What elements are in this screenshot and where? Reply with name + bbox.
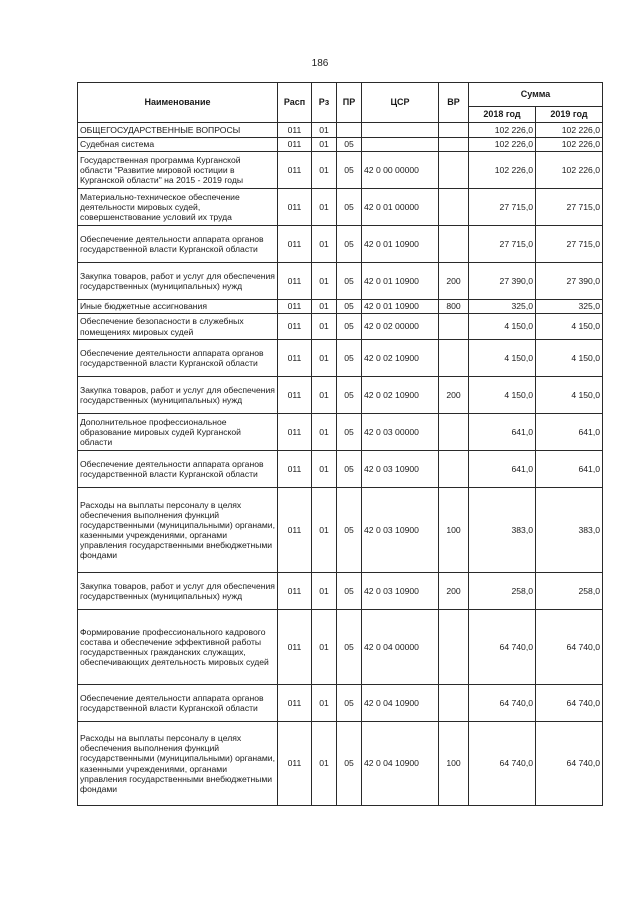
cell-rasp: 011 xyxy=(278,340,312,377)
cell-csr: 42 0 02 10900 xyxy=(362,377,439,414)
header-row xyxy=(78,83,603,107)
table-row xyxy=(78,340,603,377)
cell-name: Расходы на выплаты персоналу в целях обеспечения выполнения функций государственными (муниципальными) органами, казенными учреждениями, органами управления государственными внебюджетными фондами xyxy=(78,488,278,573)
cell-sum-2018: 64 740,0 xyxy=(469,722,536,806)
cell-vr: 200 xyxy=(439,573,469,610)
cell-vr: 200 xyxy=(439,377,469,414)
cell-csr: 42 0 01 10900 xyxy=(362,226,439,263)
cell-sum-2018: 383,0 xyxy=(469,488,536,573)
cell-rz: 01 xyxy=(312,451,337,488)
cell-name: Закупка товаров, работ и услуг для обеспечения государственных (муниципальных) нужд xyxy=(78,573,278,610)
cell-name: Обеспечение деятельности аппарата органов государственной власти Курганской области xyxy=(78,340,278,377)
page-number: 186 xyxy=(311,58,329,69)
header-pr: ПР xyxy=(337,83,362,123)
cell-name: Расходы на выплаты персоналу в целях обеспечения выполнения функций государственными (муниципальными) органами, казенными учреждениями, органами управления государственными внебюджетными фондами xyxy=(78,722,278,806)
cell-sum-2019: 27 715,0 xyxy=(536,189,603,226)
cell-pr: 05 xyxy=(337,300,362,314)
cell-sum-2019: 4 150,0 xyxy=(536,377,603,414)
cell-csr: 42 0 01 10900 xyxy=(362,300,439,314)
cell-vr xyxy=(439,451,469,488)
cell-pr: 05 xyxy=(337,152,362,189)
cell-sum-2018: 258,0 xyxy=(469,573,536,610)
cell-rasp: 011 xyxy=(278,138,312,152)
header-rz: Рз xyxy=(312,83,337,123)
cell-vr: 100 xyxy=(439,722,469,806)
cell-sum-2019: 258,0 xyxy=(536,573,603,610)
cell-csr: 42 0 04 00000 xyxy=(362,610,439,685)
table-row xyxy=(78,138,603,152)
cell-sum-2018: 27 715,0 xyxy=(469,189,536,226)
cell-name: Иные бюджетные ассигнования xyxy=(78,300,278,314)
cell-vr xyxy=(439,414,469,451)
cell-sum-2019: 27 390,0 xyxy=(536,263,603,300)
cell-sum-2018: 641,0 xyxy=(469,414,536,451)
cell-rz: 01 xyxy=(312,300,337,314)
cell-sum-2019: 641,0 xyxy=(536,451,603,488)
cell-rasp: 011 xyxy=(278,314,312,340)
cell-name: Обеспечение безопасности в служебных помещениях мировых судей xyxy=(78,314,278,340)
cell-csr xyxy=(362,138,439,152)
cell-vr xyxy=(439,340,469,377)
cell-rz: 01 xyxy=(312,685,337,722)
cell-csr: 42 0 02 00000 xyxy=(362,314,439,340)
table-row xyxy=(78,573,603,610)
cell-name: Обеспечение деятельности аппарата органов государственной власти Курганской области xyxy=(78,685,278,722)
cell-name: Дополнительное профессиональное образование мировых судей Курганской области xyxy=(78,414,278,451)
cell-sum-2018: 4 150,0 xyxy=(469,377,536,414)
cell-rz: 01 xyxy=(312,573,337,610)
cell-sum-2019: 383,0 xyxy=(536,488,603,573)
cell-rasp: 011 xyxy=(278,300,312,314)
cell-csr: 42 0 00 00000 xyxy=(362,152,439,189)
cell-csr: 42 0 04 10900 xyxy=(362,722,439,806)
cell-rz: 01 xyxy=(312,263,337,300)
cell-rz: 01 xyxy=(312,340,337,377)
cell-sum-2018: 27 390,0 xyxy=(469,263,536,300)
table-row xyxy=(78,263,603,300)
table-row xyxy=(78,377,603,414)
cell-pr: 05 xyxy=(337,377,362,414)
cell-vr xyxy=(439,685,469,722)
cell-csr: 42 0 02 10900 xyxy=(362,340,439,377)
cell-pr xyxy=(337,123,362,138)
table-row xyxy=(78,152,603,189)
cell-rasp: 011 xyxy=(278,722,312,806)
header-year-2019: 2019 год xyxy=(536,107,603,123)
cell-sum-2018: 641,0 xyxy=(469,451,536,488)
cell-sum-2019: 102 226,0 xyxy=(536,138,603,152)
cell-sum-2019: 4 150,0 xyxy=(536,314,603,340)
cell-sum-2018: 64 740,0 xyxy=(469,610,536,685)
cell-pr: 05 xyxy=(337,226,362,263)
cell-rasp: 011 xyxy=(278,152,312,189)
header-csr: ЦСР xyxy=(362,83,439,123)
table-row xyxy=(78,189,603,226)
cell-vr xyxy=(439,314,469,340)
cell-rasp: 011 xyxy=(278,488,312,573)
cell-rz: 01 xyxy=(312,610,337,685)
cell-name: Закупка товаров, работ и услуг для обеспечения государственных (муниципальных) нужд xyxy=(78,377,278,414)
cell-pr: 05 xyxy=(337,610,362,685)
cell-csr: 42 0 03 00000 xyxy=(362,414,439,451)
cell-csr: 42 0 03 10900 xyxy=(362,488,439,573)
cell-vr xyxy=(439,226,469,263)
cell-rz: 01 xyxy=(312,414,337,451)
cell-vr: 200 xyxy=(439,263,469,300)
cell-rz: 01 xyxy=(312,226,337,263)
cell-sum-2019: 64 740,0 xyxy=(536,722,603,806)
cell-rasp: 011 xyxy=(278,226,312,263)
cell-pr: 05 xyxy=(337,451,362,488)
cell-sum-2019: 64 740,0 xyxy=(536,610,603,685)
cell-csr: 42 0 01 00000 xyxy=(362,189,439,226)
cell-sum-2018: 64 740,0 xyxy=(469,685,536,722)
table-row xyxy=(78,685,603,722)
cell-rz: 01 xyxy=(312,189,337,226)
cell-rz: 01 xyxy=(312,722,337,806)
cell-sum-2019: 641,0 xyxy=(536,414,603,451)
cell-name: Обеспечение деятельности аппарата органов государственной власти Курганской области xyxy=(78,451,278,488)
cell-name: Материально-техническое обеспечение деятельности мировых судей, совершенствование условий их труда xyxy=(78,189,278,226)
cell-pr: 05 xyxy=(337,488,362,573)
budget-table xyxy=(77,82,603,806)
cell-name: Государственная программа Курганской области "Развитие мировой юстиции в Курганской области" на 2015 - 2019 годы xyxy=(78,152,278,189)
cell-pr: 05 xyxy=(337,263,362,300)
cell-rasp: 011 xyxy=(278,685,312,722)
cell-rasp: 011 xyxy=(278,414,312,451)
cell-sum-2019: 102 226,0 xyxy=(536,123,603,138)
header-name: Наименование xyxy=(78,83,278,123)
cell-pr: 05 xyxy=(337,189,362,226)
cell-csr: 42 0 04 10900 xyxy=(362,685,439,722)
cell-rz: 01 xyxy=(312,152,337,189)
header-vr: ВР xyxy=(439,83,469,123)
cell-csr: 42 0 01 10900 xyxy=(362,263,439,300)
cell-sum-2018: 27 715,0 xyxy=(469,226,536,263)
cell-rasp: 011 xyxy=(278,123,312,138)
cell-pr: 05 xyxy=(337,722,362,806)
cell-csr xyxy=(362,123,439,138)
table-row xyxy=(78,722,603,806)
cell-pr: 05 xyxy=(337,685,362,722)
cell-vr: 100 xyxy=(439,488,469,573)
cell-rz: 01 xyxy=(312,138,337,152)
table-row xyxy=(78,123,603,138)
cell-pr: 05 xyxy=(337,414,362,451)
cell-rasp: 011 xyxy=(278,573,312,610)
cell-sum-2018: 102 226,0 xyxy=(469,152,536,189)
cell-name: Закупка товаров, работ и услуг для обеспечения государственных (муниципальных) нужд xyxy=(78,263,278,300)
table-row xyxy=(78,414,603,451)
cell-vr: 800 xyxy=(439,300,469,314)
cell-sum-2018: 4 150,0 xyxy=(469,314,536,340)
cell-vr xyxy=(439,152,469,189)
cell-rz: 01 xyxy=(312,123,337,138)
cell-csr: 42 0 03 10900 xyxy=(362,573,439,610)
table-row xyxy=(78,488,603,573)
cell-sum-2018: 102 226,0 xyxy=(469,123,536,138)
cell-rz: 01 xyxy=(312,488,337,573)
cell-rasp: 011 xyxy=(278,610,312,685)
cell-sum-2018: 325,0 xyxy=(469,300,536,314)
table-row xyxy=(78,300,603,314)
cell-sum-2019: 4 150,0 xyxy=(536,340,603,377)
table-row xyxy=(78,314,603,340)
cell-csr: 42 0 03 10900 xyxy=(362,451,439,488)
cell-vr xyxy=(439,610,469,685)
cell-name: Обеспечение деятельности аппарата органов государственной власти Курганской области xyxy=(78,226,278,263)
cell-name: ОБЩЕГОСУДАРСТВЕННЫЕ ВОПРОСЫ xyxy=(78,123,278,138)
table-row xyxy=(78,226,603,263)
cell-pr: 05 xyxy=(337,314,362,340)
cell-rasp: 011 xyxy=(278,451,312,488)
table-body xyxy=(78,123,603,806)
cell-rz: 01 xyxy=(312,377,337,414)
header-rasp: Расп xyxy=(278,83,312,123)
table-row xyxy=(78,610,603,685)
cell-sum-2019: 64 740,0 xyxy=(536,685,603,722)
cell-sum-2019: 27 715,0 xyxy=(536,226,603,263)
table-row xyxy=(78,451,603,488)
cell-name: Судебная система xyxy=(78,138,278,152)
cell-vr xyxy=(439,189,469,226)
cell-vr xyxy=(439,123,469,138)
cell-rasp: 011 xyxy=(278,263,312,300)
cell-sum-2018: 102 226,0 xyxy=(469,138,536,152)
cell-rz: 01 xyxy=(312,314,337,340)
cell-rasp: 011 xyxy=(278,189,312,226)
cell-sum-2019: 325,0 xyxy=(536,300,603,314)
cell-pr: 05 xyxy=(337,573,362,610)
cell-sum-2019: 102 226,0 xyxy=(536,152,603,189)
cell-pr: 05 xyxy=(337,340,362,377)
cell-name: Формирование профессионального кадрового состава и обеспечение эффективной работы государственных гражданских служащих, обеспечивающих деятельность мировых судей xyxy=(78,610,278,685)
cell-sum-2018: 4 150,0 xyxy=(469,340,536,377)
cell-vr xyxy=(439,138,469,152)
cell-pr: 05 xyxy=(337,138,362,152)
header-year-2018: 2018 год xyxy=(469,107,536,123)
header-sum: Сумма xyxy=(469,83,603,107)
cell-rasp: 011 xyxy=(278,377,312,414)
